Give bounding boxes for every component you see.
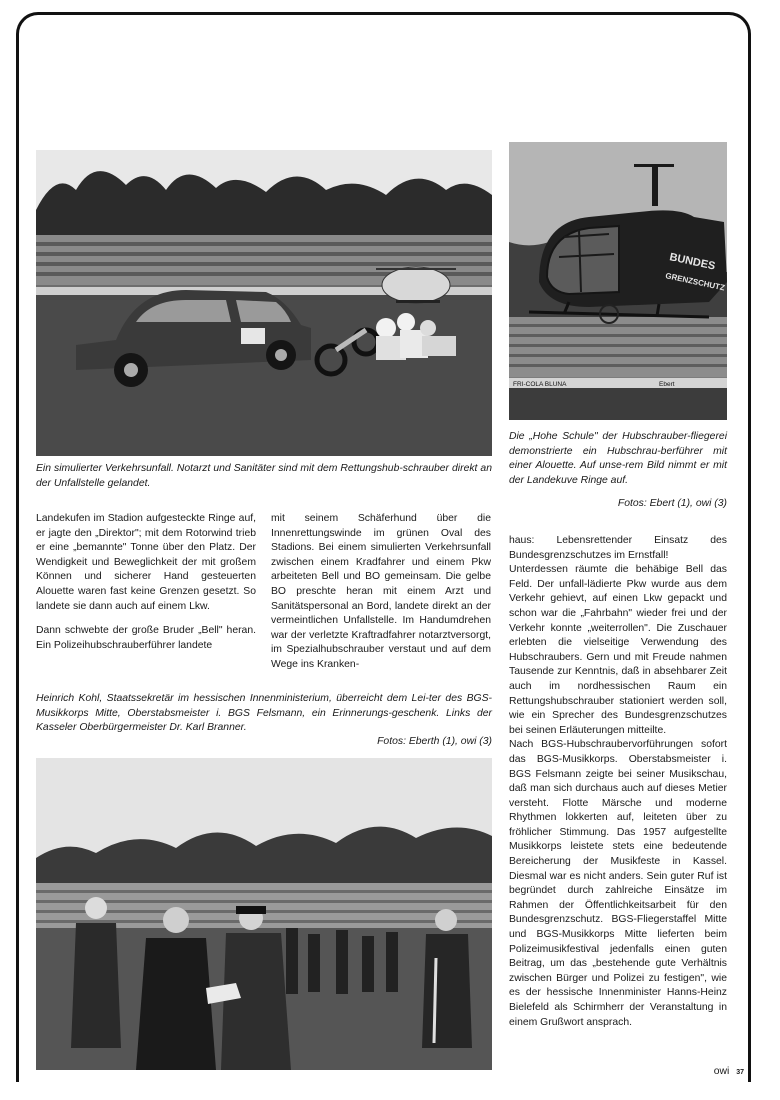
accident-photo — [36, 150, 492, 456]
article-column-3 — [509, 534, 727, 1030]
stadium-ad-text-2: Ebert — [659, 381, 675, 388]
column-1-paragraph-2: Dann schwebte der große Bruder „Bell" heran. Ein Polizeihubschrauberführer landete — [36, 625, 256, 651]
helicopter-photo — [509, 142, 727, 420]
ceremony-photo — [36, 758, 492, 1070]
article-column-1 — [36, 512, 256, 663]
helicopter-marking-1: BUNDES — [668, 251, 717, 273]
column-1-paragraph-1: Landekufen im Stadion aufgesteckte Ringe auf, er jagte den „Direktor"; mit dem Rotorwind trieb er eine „bemannte" Tonne über den Platz. Der Wendigkeit und Beweglichkeit der mit großem Können und sicherer Hand gesteuerten Alouette waren fast keine Grenzen gesetzt. So landete sie dann auch auf einem Lkw. — [36, 513, 256, 612]
page-number: 37 — [736, 1069, 744, 1076]
accident-caption: Ein simulierter Verkehrsunfall. Notarzt und Sanitäter sind mit dem Rettungshub-schrauber direkt an der Unfallstelle gelandet. — [36, 463, 492, 489]
helicopter-photo-credit: Fotos: Ebert (1), owi (3) — [617, 498, 727, 509]
ceremony-caption: Heinrich Kohl, Staatssekretär im hessischen Innenministerium, überreicht dem Lei-ter des BGS-Musikkorps Mitte, Oberstabsmeister i. BGS Felsmann, ein Erinnerungs-geschenk. Links der Kasseler Oberbürgermeister Dr. Karl Branner. — [36, 693, 492, 734]
stadium-ad-text: FRI-COLA BLUNA — [513, 381, 567, 388]
column-2-paragraph-1: mit seinem Schäferhund über die Innenrettungswinde im grünen Oval des Stadions. Bei einem simulierten Verkehrsunfall zwischen einem Kradfahrer und einem Pkw arbeiteten Bell und BO gemeinsam. Die gelbe BO preschte heran mit einem Arzt und Sanitätspersonal an Bord, landete direkt an der vermeintlichen Unfallstelle. Im Handumdrehen war der verletzte Kraftradfahrer notarztversorgt, im Spezialhubschrauber verstaut und auf dem Wege ins Kranken- — [271, 513, 491, 670]
column-3-paragraph-1: haus: Lebensrettender Einsatz des Bundesgrenzschutzes im Ernstfall! — [509, 535, 727, 561]
helicopter-caption: Die „Hohe Schule" der Hubschrauber-fliegerei demonstrierte ein Hubschrau-berführer mit einer Alouette. Auf unse-rem Bild nimmt er mit der Landekuve Ringe auf. — [509, 431, 727, 486]
author-initials: owi — [713, 1066, 730, 1077]
ceremony-photo-credit: Fotos: Eberth (1), owi (3) — [377, 736, 492, 747]
page-footer — [714, 1066, 744, 1077]
helicopter-marking-2: GRENZSCHUTZ — [664, 271, 726, 293]
column-3-paragraph-3: Nach BGS-Hubschraubervorführungen sofort das BGS-Musikkorps. Oberstabsmeister i. BGS Felsmann zeigte bei seiner Musikschau, daß man sich durchaus auch auf dieses Metier versteht. Flotte Märsche und moderne Rhythmen lokkerten auf, leiteten über zu fröhlicher Stimmung. Das 1957 aufgestellte Musikkorps leistete stets eine bedeutende Bereicherung der Musikfeste in Kassel. Diesmal war es nicht anders. Sein guter Ruf ist begründet durch zahlreiche Einsätze im Rahmen der Öffentlichkeitsarbeit für den Bundesgrenzschutz. BGS-Fliegerstaffel Mitte und BGS-Musikkorps Mitte lieferten beim Polizeimusikfestival jedenfalls einen guten Beitrag, um das „bestehende gute Verhältnis zwischen Bürger und Polizei zu festigen", wie es der hessische Innenminister Hanns-Heinz Bielefeld als Schirmherr der Veranstaltung in einem Grußwort ansprach. — [509, 739, 727, 1028]
article-column-2 — [271, 512, 491, 683]
column-3-paragraph-2: Unterdessen räumte die behäbige Bell das Feld. Der unfall-lädierte Pkw wurde aus dem Verkehr gehievt, auf einen Lkw gepackt und schon war die „Fahrbahn" wieder frei und der Verkehr konnte „weiterrollen". Die Zuschauer erlebten die vielseitige Verwendung des Hubschraubers. Gern und mit Freude nahmen Tausende zur Kenntnis, daß in absehbarer Zeit auch im nordhessischen Raum ein Rettungshubschrauber stationiert werden soll, wie ein Sprecher des Bundesgrenzschutzes bei seinen Erläuterungen mitteilte. — [509, 564, 727, 736]
